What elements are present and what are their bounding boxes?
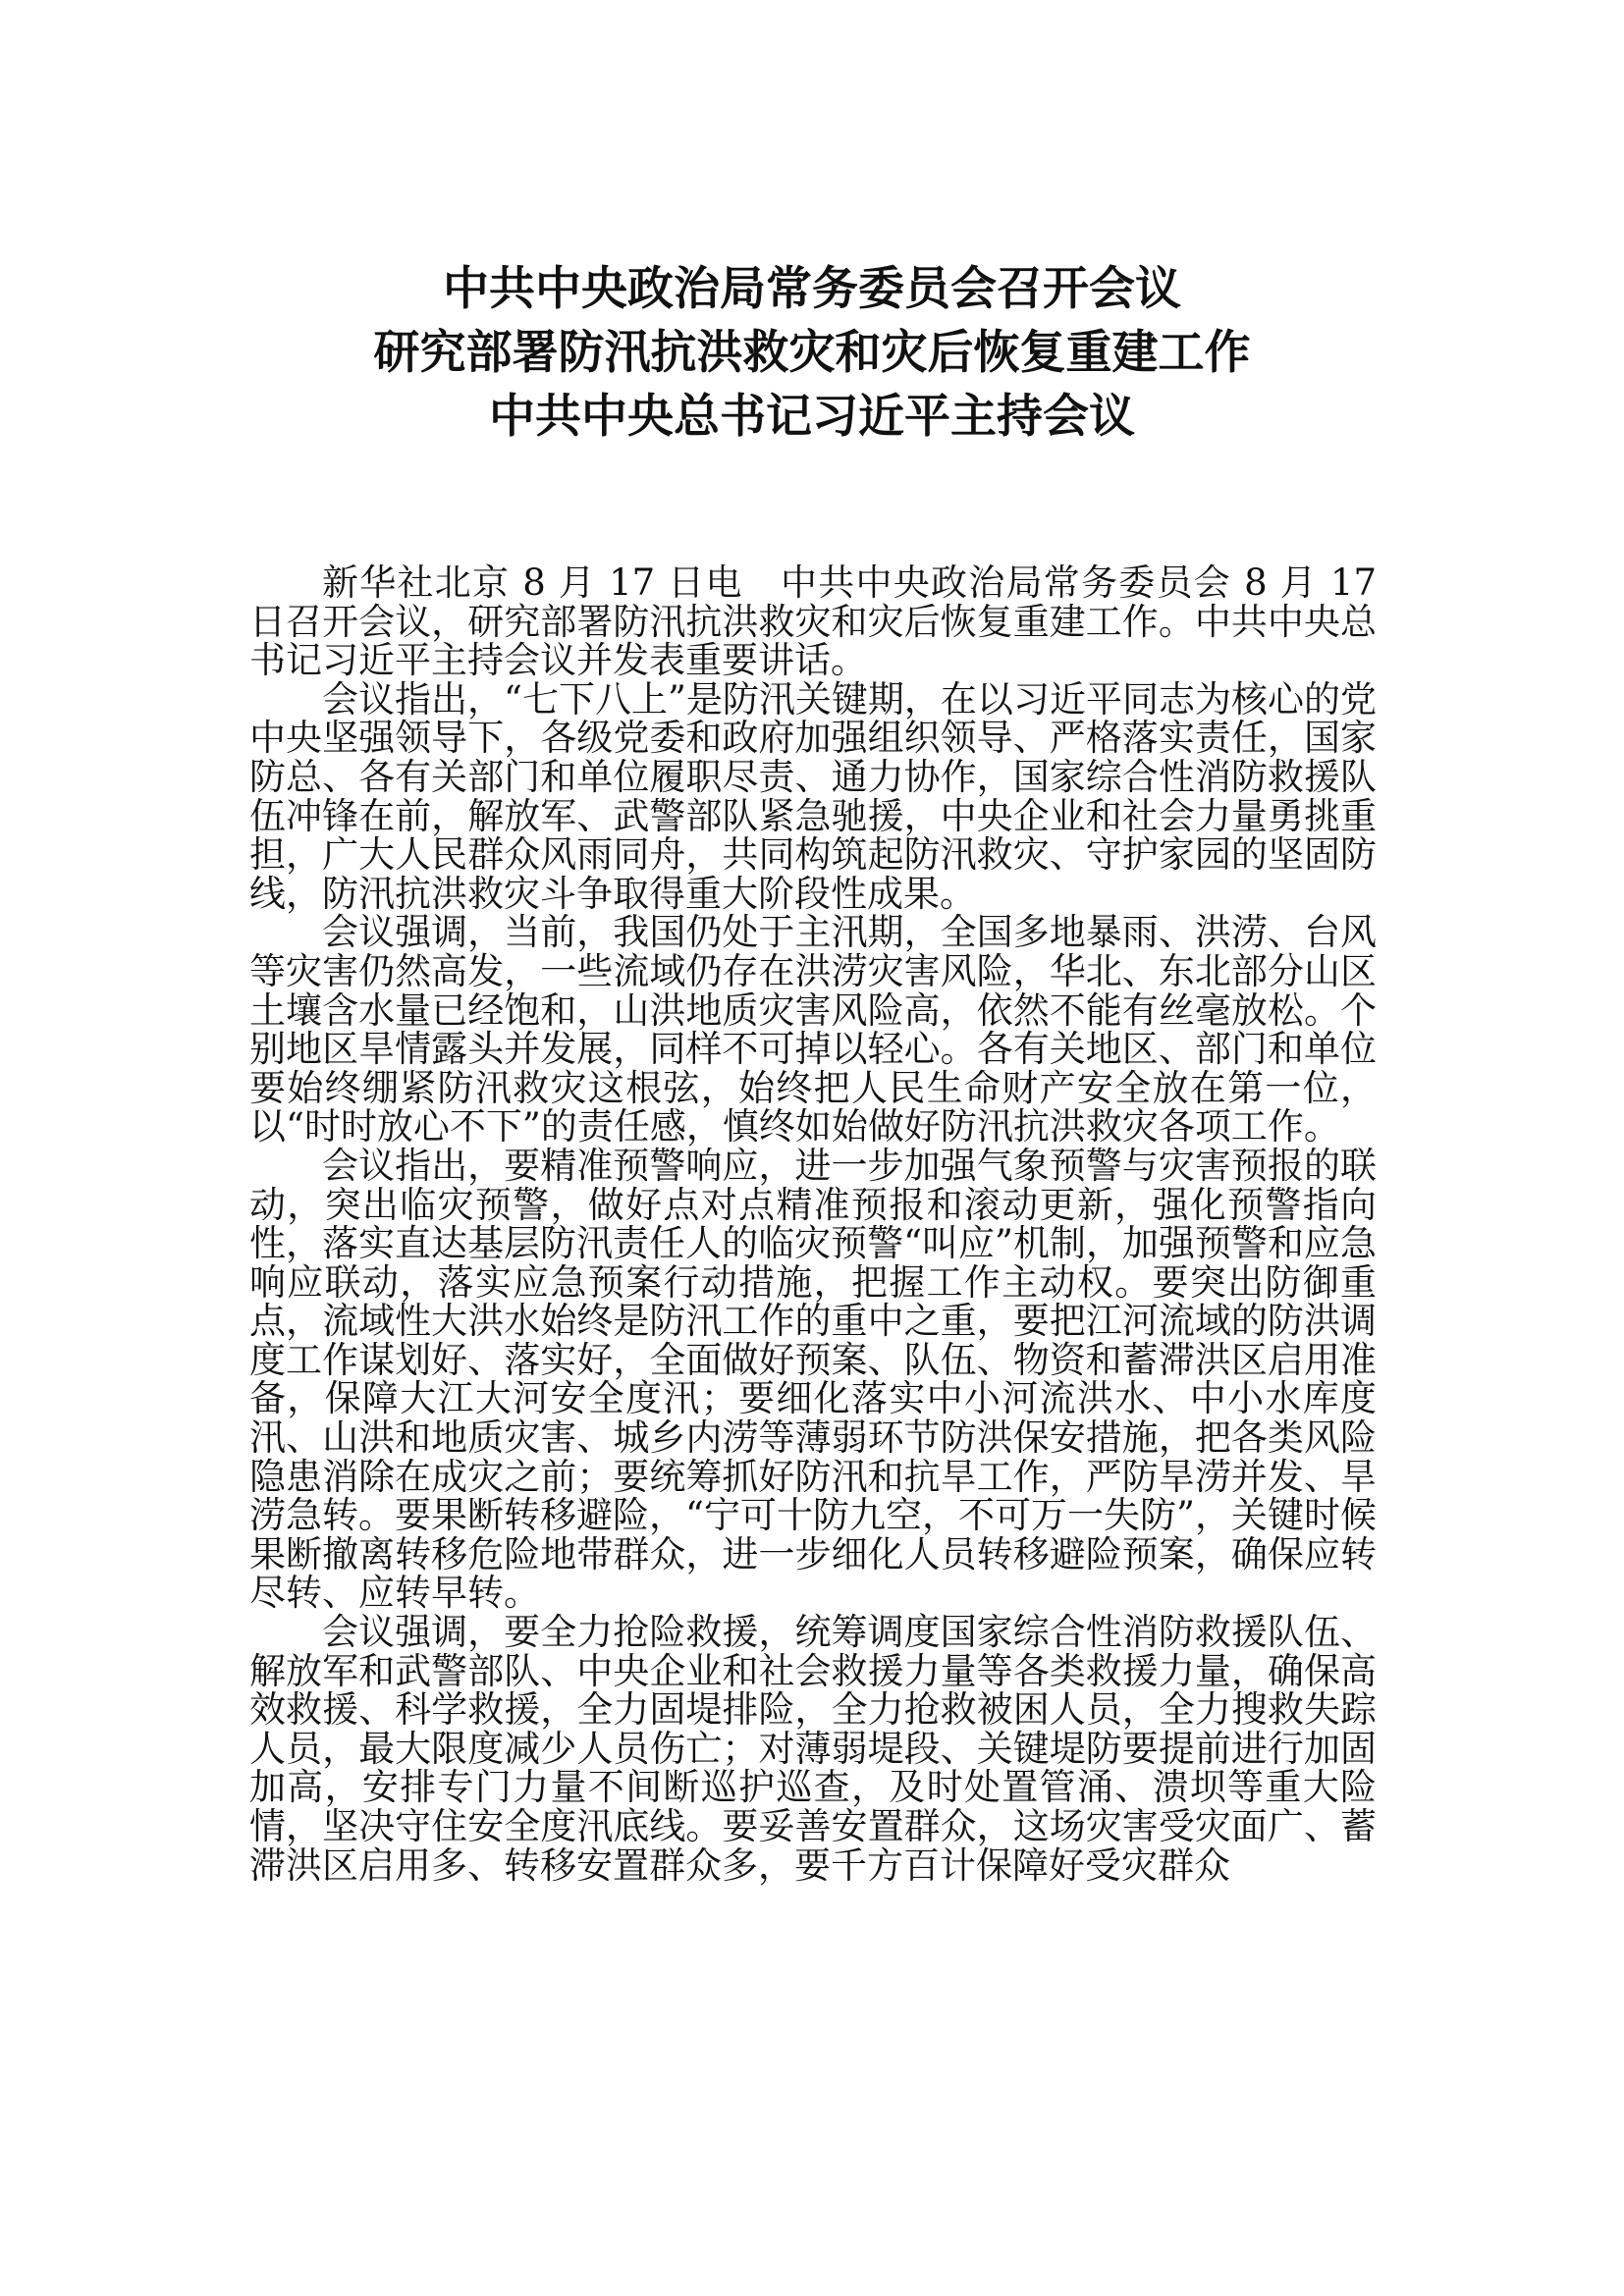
paragraph-1: 新华社北京 8 月 17 日电 中共中央政治局常务委员会 8 月 17 日召开会议，研究部署防汛抗洪救灾和灾后恢复重建工作。中共中央总书记习近平主持会议并发表重要讲话。 bbox=[249, 561, 1377, 682]
paragraph-2: 会议指出，“七下八上”是防汛关键期，在以习近平同志为核心的党中央坚强领导下，各级党委和政府加强组织领导、严格落实责任，国家防总、各有关部门和单位履职尽责、通力协作，国家综合性消防救援队伍冲锋在前，解放军、武警部队紧急驰援，中央企业和社会力量勇挑重担，广大人民群众风雨同舟，共同构筑起防汛救灾、守护家园的坚固防线，防汛抗洪救灾斗争取得重大阶段性成果。 bbox=[249, 677, 1377, 915]
paragraph-4: 会议指出，要精准预警响应，进一步加强气象预警与灾害预报的联动，突出临灾预警，做好点对点精准预报和滚动更新，强化预警指向性，落实直达基层防汛责任人的临灾预警“叫应”机制，加强预警和应急响应联动，落实应急预案行动措施，把握工作主动权。要突出防御重点，流域性大洪水始终是防汛工作的重中之重，要把江河流域的防洪调度工作谋划好、落实好，全面做好预案、队伍、物资和蓄滞洪区启用准备，保障大江大河安全度汛；要细化落实中小河流洪水、中小水库度汛、山洪和地质灾害、城乡内涝等薄弱环节防洪保安措施，把各类风险隐患消除在成灾之前；要统筹抓好防汛和抗旱工作，严防旱涝并发、旱涝急转。要果断转移避险，“宁可十防九空，不可万一失防”，关键时候果断撤离转移危险地带群众，进一步细化人员转移避险预案，确保应转尽转、应转早转。 bbox=[249, 1144, 1377, 1615]
paragraph-5: 会议强调，要全力抢险救援，统筹调度国家综合性消防救援队伍、解放军和武警部队、中央企业和社会救援力量等各类救援力量，确保高效救援、科学救援，全力固堤排险，全力抢救被困人员，全力搜救失踪人员，最大限度减少人员伤亡；对薄弱堤段、关键堤防要提前进行加固加高，安排专门力量不间断巡护巡查，及时处置管涌、溃坝等重大险情，坚决守住安全度汛底线。要妥善安置群众，这场灾害受灾面广、蓄滞洪区启用多、转移安置群众多，要千方百计保障好受灾群众 bbox=[249, 1611, 1377, 1887]
title-line-3: 中共中央总书记习近平主持会议 bbox=[489, 390, 1135, 444]
title-line-2: 研究部署防汛抗洪救灾和灾后恢复重建工作 bbox=[373, 326, 1251, 380]
document-title bbox=[0, 257, 1624, 449]
title-line-1: 中共中央政治局常务委员会召开会议 bbox=[443, 262, 1181, 316]
paragraph-3: 会议强调，当前，我国仍处于主汛期，全国多地暴雨、洪涝、台风等灾害仍然高发，一些流域仍存在洪涝灾害风险，华北、东北部分山区土壤含水量已经饱和，山洪地质灾害风险高，依然不能有丝毫放松。个别地区旱情露头并发展，同样不可掉以轻心。各有关地区、部门和单位要始终绷紧防汛救灾这根弦，始终把人民生命财产安全放在第一位，以“时时放心不下”的责任感，慎终如始做好防汛抗洪救灾各项工作。 bbox=[249, 911, 1377, 1148]
article-body bbox=[249, 563, 1377, 1885]
